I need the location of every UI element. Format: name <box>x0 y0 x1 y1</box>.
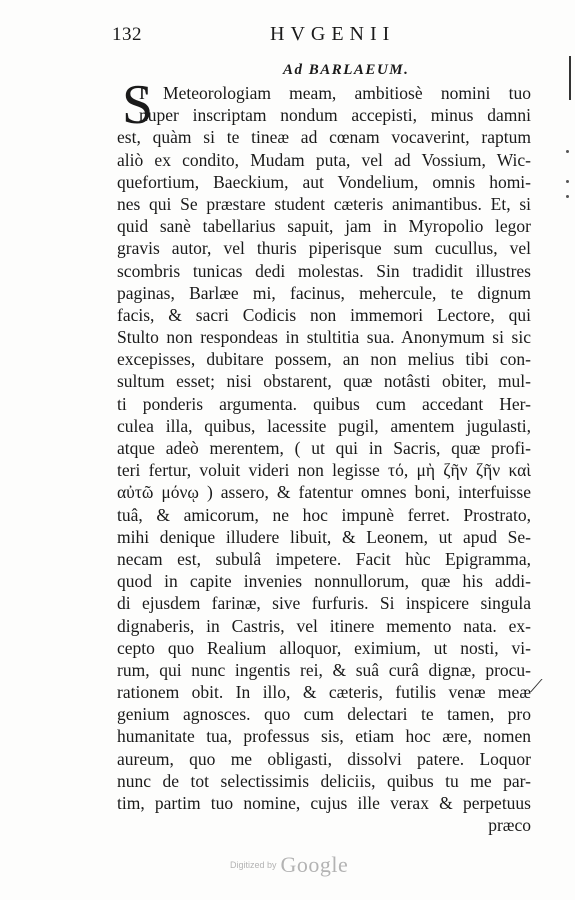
text-line: sultum esset; nisi obstarent, quæ notâsti obiter, mul- <box>117 371 531 392</box>
text-line: nuper inscriptam nondum accepisti, minus damni <box>139 105 531 126</box>
text-line: gravis autor, vel thuris piperisque sum cucullus, vel <box>117 238 531 259</box>
text-line: quod in capite invenies nonnullorum, quæ his addi- <box>117 571 531 592</box>
text-line: Stulto non respondeas in stultitia sua. Anonymum si sic <box>117 327 531 348</box>
text-line: nes qui Se præstare student cæteris animantibus. Et, si <box>117 193 531 214</box>
text-line: atque adeò merentem, ( ut qui in Sacris, quæ profi- <box>117 438 531 458</box>
margin-tick <box>566 180 569 183</box>
text-line: tim, partim tuo nomine, cujus ille verax & perpetuus <box>117 793 531 813</box>
text-line: cepto quo Realium alloquor, eximium, ut nosti, vi- <box>117 637 531 658</box>
text-line: aliò ex condito, Mudam puta, vel ad Vossium, Wic- <box>117 149 531 170</box>
text-line: αὐτῶ μόνῳ ) assero, & fatentur omnes boni, interfuisse <box>117 482 531 503</box>
margin-mark <box>569 56 571 100</box>
text-line: genium agnosces. quo cum delectari te tamen, pro <box>117 704 531 725</box>
text-line: mihi denique illudere libuit, & Leonem, ut apud Se- <box>117 526 531 547</box>
watermark-logo: Google <box>280 852 349 877</box>
text-line: quid sanè tabellarius sapuit, jam in Myropolio legor <box>117 216 531 237</box>
text-line: est, quàm si te tineæ ad cœnam vocaverint, raptum <box>117 127 531 148</box>
text-line: di ejusdem farinæ, sive furfuris. Si inspicere singula <box>117 593 531 614</box>
text-line: paginas, Barlæe mi, facinus, mehercule, te dignum <box>117 282 531 303</box>
margin-arrow-mark: ⟋ <box>530 676 543 696</box>
text-line: excepisses, dubitare possem, an non melius tibi con- <box>117 349 531 370</box>
digitization-watermark <box>230 852 348 878</box>
letter-heading: Ad BARLAEUM. <box>283 62 410 78</box>
margin-tick <box>566 195 569 198</box>
catchword: præco <box>488 815 531 836</box>
text-line: rationem obit. In illo, & cæteris, futilis venæ meæ <box>117 682 531 703</box>
text-line: teri fertur, voluit videri non legisse τό, μὴ ζῆν ζῆν καὶ <box>117 460 531 481</box>
margin-tick <box>566 150 569 153</box>
text-line: quefortium, Baeckium, aut Vondelium, omnis homi- <box>117 171 531 192</box>
drop-cap: S <box>122 74 154 136</box>
text-line: culea illa, quibus, lacessite pugil, amentem jugulasti, <box>117 415 531 436</box>
text-line: rum, qui nunc ingentis rei, & suâ curâ dignæ, procu- <box>117 659 531 680</box>
text-line: I Meteorologiam meam, ambitiosè nomini tuo <box>139 83 531 103</box>
running-head: HVGENII <box>270 23 396 45</box>
text-line: scombris tunicas dedi molestas. Sin tradidit illustres <box>117 260 531 281</box>
text-line: facis, & sacri Codicis non immemori Lectore, qui <box>117 304 531 325</box>
letter-body <box>117 74 531 836</box>
watermark-prefix: Digitized by <box>230 860 277 870</box>
text-line: ti ponderis argumenta. quibus cum accedant Her- <box>117 393 531 414</box>
text-line: aureum, quo me obligasti, dissolvi patere. Loquor <box>117 748 531 769</box>
text-line: nunc de tot selectissimis deliciis, quibus tu me par- <box>117 770 531 791</box>
text-line: necam est, subulâ impetere. Facit hùc Epigramma, <box>117 548 531 569</box>
text-line: humanitate tua, professus sis, etiam hoc ære, nomen <box>117 726 531 747</box>
page-number: 132 <box>112 24 142 45</box>
text-line: dignaberis, in Castris, vel itinere memento nata. ex- <box>117 615 531 636</box>
text-line: tuâ, & amicorum, ne hoc impunè ferret. Prostrato, <box>117 504 531 525</box>
